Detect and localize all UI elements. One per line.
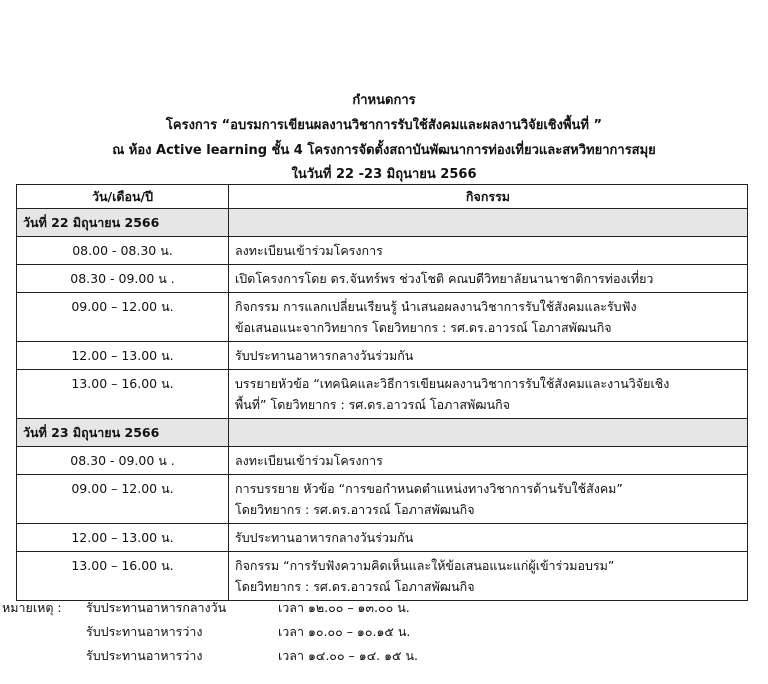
activity-cell [229, 265, 748, 293]
activity-line: โดยวิทยากร : รศ.ดร.อาวรณ์ โอภาสพัฒนกิจ [235, 579, 475, 594]
activity-cell [229, 237, 748, 265]
activity-cell [229, 293, 748, 342]
note-time-3: เวลา ๑๔.๐๐ – ๑๔. ๑๕ น. [278, 648, 418, 663]
activity-line: ข้อเสนอแนะจากวิทยากร โดยวิทยากร : รศ.ดร.อาวรณ์ โอภาสพัฒนกิจ [235, 320, 612, 335]
activity-cell [229, 524, 748, 552]
table-row [17, 293, 748, 342]
table-row [17, 342, 748, 370]
table-row [17, 447, 748, 475]
column-header-date: วัน/เดือน/ปี [17, 185, 229, 209]
table-row [17, 265, 748, 293]
activity-line: กิจกรรม การแลกเปลี่ยนเรียนรู้ นำเสนอผลงานวิชาการรับใช้สังคมและรับฟัง [235, 299, 637, 314]
activity-line: รับประทานอาหารกลางวันร่วมกัน [235, 530, 414, 545]
note-time-2: เวลา ๑๐.๐๐ – ๑๐.๑๕ น. [278, 624, 411, 639]
table-header-row [17, 185, 748, 209]
note-item-1: รับประทานอาหารกลางวัน [86, 600, 227, 615]
table-row [17, 552, 748, 601]
activity-line: การบรรยาย หัวข้อ “การขอกำหนดตำแหน่งทางวิชาการด้านรับใช้สังคม” [235, 481, 623, 496]
time-cell: 13.00 – 16.00 น. [17, 370, 229, 419]
activity-line: เปิดโครงการโดย ดร.จันทร์พร ช่วงโชติ คณบดีวิทยาลัยนานาชาติการท่องเที่ยว [235, 271, 654, 286]
day-label: วันที่ 22 มิถุนายน 2566 [17, 209, 229, 237]
note-label: หมายเหตุ : [2, 600, 62, 615]
time-cell: 09.00 – 12.00 น. [17, 475, 229, 524]
time-cell: 08.30 - 09.00 น . [17, 265, 229, 293]
date-line: ในวันที่ 22 -23 มิถุนายน 2566 [291, 167, 477, 182]
venue-line: ณ ห้อง Active learning ชั้น 4 โครงการจัดตั้งสถาบันพัฒนาการท่องเที่ยวและสหวิทยาการสมุย [112, 143, 656, 158]
time-cell: 12.00 – 13.00 น. [17, 524, 229, 552]
activity-line: กิจกรรม “การรับฟังความคิดเห็นและให้ข้อเสนอแนะแก่ผู้เข้าร่วมอบรม” [235, 558, 615, 573]
day-header-blank-cell [229, 419, 748, 447]
day-header-blank-cell [229, 209, 748, 237]
table-row [17, 370, 748, 419]
activity-line: ลงทะเบียนเข้าร่วมโครงการ [235, 453, 383, 468]
activity-cell [229, 475, 748, 524]
table-row [17, 237, 748, 265]
activity-cell [229, 370, 748, 419]
time-cell: 09.00 – 12.00 น. [17, 293, 229, 342]
note-item-3: รับประทานอาหารว่าง [86, 648, 203, 663]
activity-cell [229, 447, 748, 475]
time-cell: 12.00 – 13.00 น. [17, 342, 229, 370]
day-header-row [17, 209, 748, 237]
activity-line: พื้นที่” โดยวิทยากร : รศ.ดร.อาวรณ์ โอภาสพัฒนกิจ [235, 397, 511, 412]
activity-line: ลงทะเบียนเข้าร่วมโครงการ [235, 243, 383, 258]
time-cell: 08.00 - 08.30 น. [17, 237, 229, 265]
activity-line: โดยวิทยากร : รศ.ดร.อาวรณ์ โอภาสพัฒนกิจ [235, 502, 475, 517]
time-cell: 13.00 – 16.00 น. [17, 552, 229, 601]
note-time-1: เวลา ๑๒.๐๐ – ๑๓.๐๐ น. [278, 600, 410, 615]
schedule-heading: กำหนดการ [352, 93, 416, 108]
day-header-row [17, 419, 748, 447]
column-header-activity: กิจกรรม [229, 185, 748, 209]
note-item-2: รับประทานอาหารว่าง [86, 624, 203, 639]
day-label: วันที่ 23 มิถุนายน 2566 [17, 419, 229, 447]
activity-cell [229, 552, 748, 601]
time-cell: 08.30 - 09.00 น . [17, 447, 229, 475]
table-row [17, 475, 748, 524]
activity-line: บรรยายหัวข้อ “เทคนิคและวิธีการเขียนผลงานวิชาการรับใช้สังคมและงานวิจัยเชิง [235, 376, 670, 391]
activity-cell [229, 342, 748, 370]
schedule-table [16, 184, 748, 601]
activity-line: รับประทานอาหารกลางวันร่วมกัน [235, 348, 414, 363]
table-row [17, 524, 748, 552]
project-title: โครงการ “อบรมการเขียนผลงานวิชาการรับใช้สังคมและผลงานวิจัยเชิงพื้นที่ ” [165, 118, 603, 133]
